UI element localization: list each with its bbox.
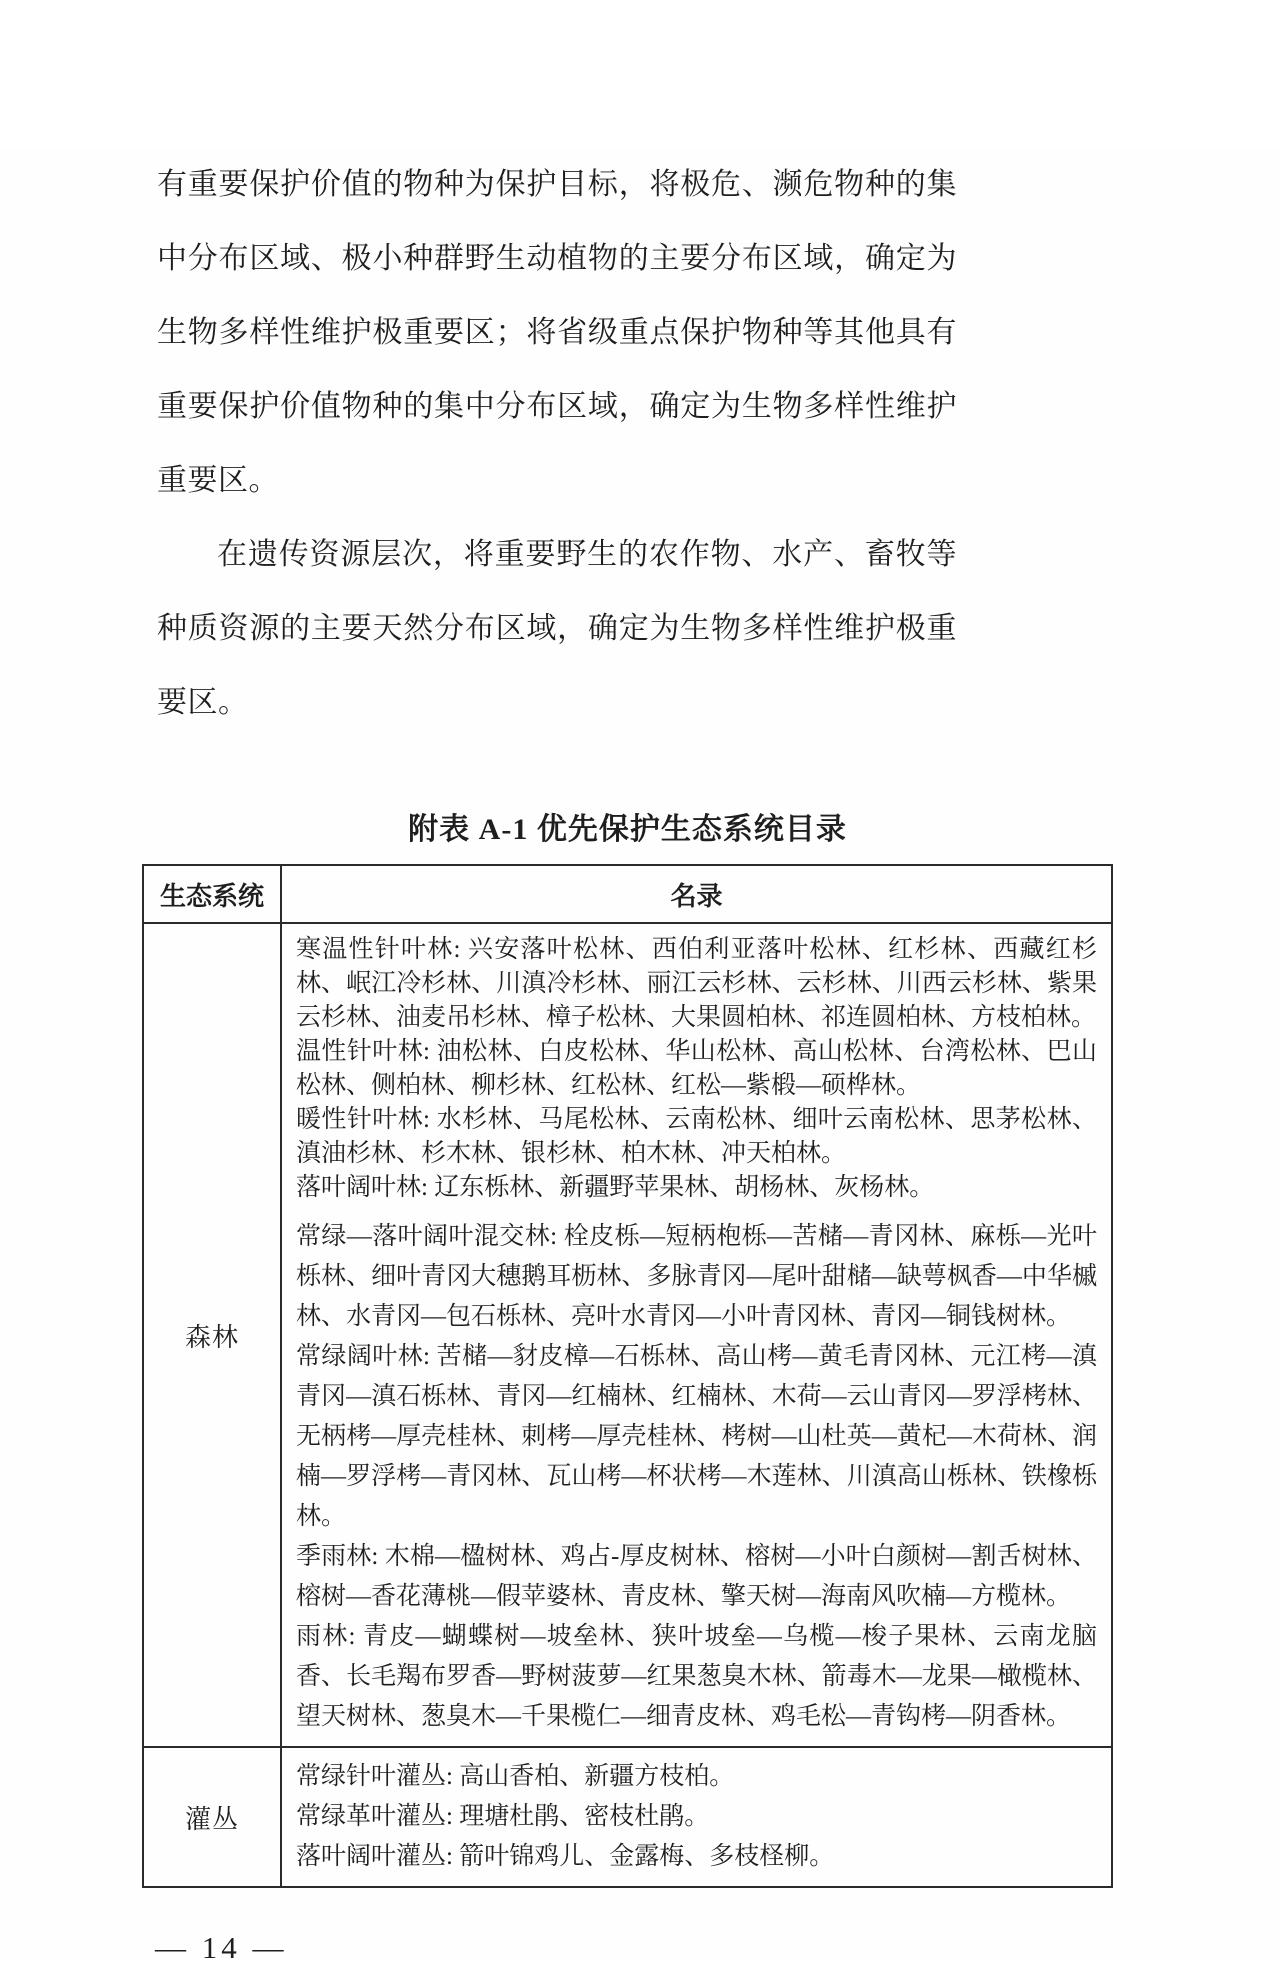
vegetation-category: 常绿阔叶林: [296, 1343, 437, 1370]
page-number: — 14 — [155, 1930, 288, 1965]
catalog-entry: 温性针叶林: 油松林、白皮松林、华山松林、高山松林、台湾松林、巴山松林、侧柏林、柳杉林、红松林、红松—紫椴—硕桦林。 [296, 1038, 1097, 1099]
header-ecosystem: 生态系统 [144, 866, 282, 922]
vegetation-category: 雨林: [296, 1623, 363, 1650]
catalog-cell [282, 924, 1111, 1746]
vegetation-category: 寒温性针叶林: [296, 936, 469, 963]
catalog-entry: 常绿阔叶林: 苦槠—豺皮樟—石栎林、高山栲—黄毛青冈林、元江栲—滇青冈—滇石栎林、青冈—红楠林、红楠林、木荷—云山青冈—罗浮栲林、无柄栲—厚壳桂林、刺栲—厚壳桂林、栲树—山杜英—黄杞—木荷林、润楠—罗浮栲—青冈林、瓦山栲—杯状栲—木莲林、川滇高山栎林、铁橡栎林。 [296, 1343, 1097, 1530]
table-row [144, 1748, 1111, 1886]
vegetation-category: 温性针叶林: [296, 1038, 437, 1065]
paragraph-genetic-resources: 在遗传资源层次，将重要野生的农作物、水产、畜牧等种质资源的主要天然分布区域，确定为生物多样性维护极重要区。 [157, 538, 957, 719]
catalog-entry: 雨林: 青皮—蝴蝶树—坡垒林、狭叶坡垒—乌榄—梭子果林、云南龙脑香、长毛羯布罗香—野树菠萝—红果葱臭木林、箭毒木—龙果—橄榄林、望天树林、葱臭木—千果榄仁—细青皮林、鸡毛松—青钩栲—阴香林。 [296, 1623, 1097, 1730]
vegetation-category: 落叶阔叶林: [296, 1174, 435, 1201]
ecosystem-label: 森林 [144, 924, 282, 1746]
ecosystem-label: 灌丛 [144, 1748, 282, 1886]
catalog-entry: 常绿—落叶阔叶混交林: 栓皮栎—短柄枹栎—苦槠—青冈林、麻栎—光叶栎林、细叶青冈大穗鹅耳枥林、多脉青冈—尾叶甜槠—缺萼枫香—中华槭林、水青冈—包石栎林、亮叶水青冈—小叶青冈林、青冈—铜钱树林。 [296, 1223, 1097, 1330]
catalog-entry: 常绿针叶灌丛: 高山香柏、新疆方枝柏。 [296, 1763, 735, 1790]
header-catalog: 名录 [670, 881, 723, 911]
vegetation-category: 暖性针叶林: [296, 1106, 437, 1133]
vegetation-category: 落叶阔叶灌丛: [296, 1843, 460, 1870]
document-page [0, 148, 1280, 1965]
body-text-block [157, 148, 957, 740]
catalog-entry: 暖性针叶林: 水杉林、马尾松林、云南松林、细叶云南松林、思茅松林、滇油杉林、杉木林、银杉林、柏木林、冲天柏林。 [296, 1106, 1097, 1167]
table-title: 附表 A-1 优先保护生态系统目录 [408, 813, 847, 846]
ecosystem-table [142, 864, 1113, 1888]
vegetation-category: 常绿针叶灌丛: [296, 1763, 460, 1790]
catalog-entry: 落叶阔叶林: 辽东栎林、新疆野苹果林、胡杨林、灰杨林。 [296, 1174, 935, 1201]
catalog-entry: 常绿革叶灌丛: 理塘杜鹃、密枝杜鹃。 [296, 1803, 710, 1830]
catalog-cell [282, 1748, 1111, 1886]
catalog-entry: 寒温性针叶林: 兴安落叶松林、西伯利亚落叶松林、红杉林、西藏红杉林、岷江冷杉林、川滇冷杉林、丽江云杉林、云杉林、川西云杉林、紫果云杉林、油麦吊杉林、樟子松林、大果圆柏林、祁连圆柏林、方枝柏林。 [296, 936, 1097, 1031]
catalog-entry: 季雨林: 木棉—楹树林、鸡占-厚皮树林、榕树—小叶白颜树—割舌树林、榕树—香花薄桃—假苹婆林、青皮林、擎天树—海南风吹楠—方榄林。 [296, 1543, 1098, 1610]
table-header-row [144, 866, 1111, 924]
vegetation-category: 季雨林: [296, 1543, 385, 1570]
vegetation-category: 常绿革叶灌丛: [296, 1803, 460, 1830]
ecosystem-table-body [144, 924, 1111, 1886]
table-row [144, 924, 1111, 1748]
catalog-entry: 落叶阔叶灌丛: 箭叶锦鸡儿、金露梅、多枝柽柳。 [296, 1843, 835, 1870]
paragraph-species-protection: 有重要保护价值的物种为保护目标，将极危、濒危物种的集中分布区域、极小种群野生动植物的主要分布区域，确定为生物多样性维护极重要区；将省级重点保护物种等其他具有重要保护价值物种的集中分布区域，确定为生物多样性维护重要区。 [157, 168, 957, 497]
vegetation-category: 常绿—落叶阔叶混交林: [296, 1223, 564, 1250]
